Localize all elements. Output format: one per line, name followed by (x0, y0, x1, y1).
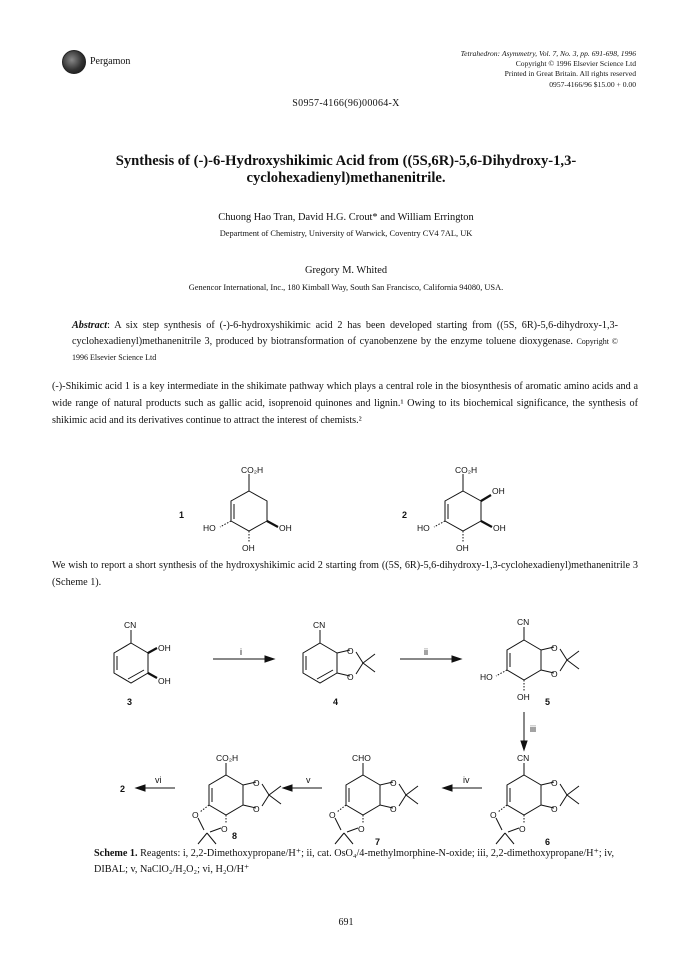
compound-1-structure (179, 465, 292, 553)
o-label: O (347, 646, 354, 656)
ho-label: HO (417, 523, 430, 533)
oh-label: OH (279, 523, 292, 533)
affiliation: Department of Chemistry, University of Warwick, Coventry CV4 7AL, UK (219, 229, 473, 238)
compound-number-6: 6 (545, 837, 551, 847)
second-author: Gregory M. Whited (304, 265, 388, 276)
o-label: O (390, 804, 397, 814)
page-number: 691 (338, 917, 354, 928)
compound-7-structure (329, 753, 418, 847)
compound-number-4: 4 (333, 697, 339, 707)
compound-8-structure (192, 753, 281, 844)
reaction-arrow-iii (521, 712, 536, 750)
price-line: 0957-4166/96 $15.00 + 0.00 (549, 79, 636, 89)
caption-text: Reagents: i, 2,2-Dimethoxypropane/H⁺; ii, cat. OsO₄/4-methylmorphine-N-oxide; iii, 2,2-dimethoxypropane/H⁺; iv, DIBAL; v, NaClO₂/H₂O₂; vi, H₂O/H⁺ (94, 848, 615, 875)
o-label: O (390, 778, 397, 788)
step-label: v (306, 775, 311, 785)
oh-label: OH (158, 643, 171, 653)
compound-2-structure (402, 465, 506, 553)
cn-label: CN (517, 753, 530, 763)
scheme-paragraph: We wish to report a short synthesis of the hydroxyshikimic acid 2 starting from ((5S, 6R)-5,6-dihydroxy-1,3-cyclohexadienyl)methanenitrile 3 (Scheme 1). (52, 560, 638, 588)
co2h-label: CO₂H (455, 465, 478, 475)
step-label: iii (530, 724, 536, 734)
o-label: O (551, 669, 558, 679)
compound-number-7: 7 (375, 837, 381, 847)
scheme-caption (94, 846, 634, 878)
o-label: O (253, 778, 260, 788)
intro-paragraph: (-)-Shikimic acid 1 is a key intermediate in the shikimate pathway which plays a central role in the biosynthesis of aromatic amino acids and a wide range of natural products such as gallic acid, isoprenoid quinones and lignin.¹ Owing to its biochemical significance, the synthesis of shikimic acid and its derivatives continue to attract the interest of chemists.² (52, 381, 638, 426)
compound-number-1: 1 (179, 510, 185, 520)
second-affiliation: Genencor International, Inc., 180 Kimball Way, South San Francisco, California 94080, USA. (188, 283, 504, 292)
oh-label: OH (158, 676, 171, 686)
reaction-arrow-i (213, 647, 274, 662)
reaction-arrow-iv (443, 775, 482, 791)
o-label: O (253, 804, 260, 814)
co2h-label: CO₂H (241, 465, 264, 475)
o-label: O (551, 778, 558, 788)
cho-label: CHO (352, 753, 371, 763)
step-label: ii (424, 647, 428, 657)
compound-number-5: 5 (545, 697, 551, 707)
oh-label: OH (517, 692, 530, 702)
cn-label: CN (313, 620, 326, 630)
reaction-arrow-ii (400, 647, 461, 662)
o-label: O (551, 804, 558, 814)
cn-label: CN (517, 617, 530, 627)
step-label: iv (463, 775, 470, 785)
authors: Chuong Hao Tran, David H.G. Crout* and William Errington (218, 212, 474, 223)
abstract-copyright: Copyright © 1996 Elsevier Science Ltd (72, 337, 619, 362)
oh-label: OH (242, 543, 255, 553)
o-label: O (221, 824, 228, 834)
compound-5-structure (480, 617, 579, 707)
publisher-name: Pergamon (90, 56, 131, 67)
step-label: vi (155, 775, 162, 785)
oh-label: OH (456, 543, 469, 553)
o-label: O (347, 672, 354, 682)
compound-number-2: 2 (402, 510, 408, 520)
cn-label: CN (124, 620, 137, 630)
reaction-arrow-vi (120, 775, 175, 794)
compound-number-2: 2 (120, 784, 126, 794)
caption-label: Scheme 1. (94, 848, 138, 859)
oh-label: OH (493, 523, 506, 533)
ho-label: HO (480, 672, 493, 682)
paper-title: Synthesis of (-)-6-Hydroxyshikimic Acid from ((5S,6R)-5,6-Dihydroxy-1,3-cyclohexadienyl)methanenitrile. (115, 153, 577, 186)
oh-label: OH (492, 486, 505, 496)
co2h-label: CO₂H (216, 753, 239, 763)
o-label: O (192, 810, 199, 820)
compound-3-structure (114, 620, 171, 707)
o-label: O (358, 824, 365, 834)
o-label: O (551, 643, 558, 653)
journal-line: Tetrahedron: Asymmetry, Vol. 7, No. 3, pp. 691-698, 1996 (460, 49, 636, 58)
copyright-line: Copyright © 1996 Elsevier Science Ltd (515, 59, 636, 69)
o-label: O (329, 810, 336, 820)
doi: S0957-4166(96)00064-X (292, 98, 400, 109)
printed-line: Printed in Great Britain. All rights reserved (504, 69, 636, 79)
abstract-text: : A six step synthesis of (-)-6-hydroxyshikimic acid 2 has been developed starting from ((5S, 6R)-5,6-dihydroxy-1,3-cyclohexadienyl)methanenitrile 3, produced by biotransformation of cyanobenzene by the enzyme toluene dioxygenase. (72, 320, 618, 347)
compound-number-8: 8 (232, 831, 238, 841)
reaction-arrow-v (283, 775, 322, 791)
ho-label: HO (203, 523, 216, 533)
abstract-label: Abstract (72, 320, 108, 331)
o-label: O (519, 824, 526, 834)
o-label: O (490, 810, 497, 820)
compound-4-structure (303, 620, 375, 707)
compound-6-structure (490, 753, 579, 847)
step-label: i (240, 647, 242, 657)
compound-number-3: 3 (127, 697, 133, 707)
